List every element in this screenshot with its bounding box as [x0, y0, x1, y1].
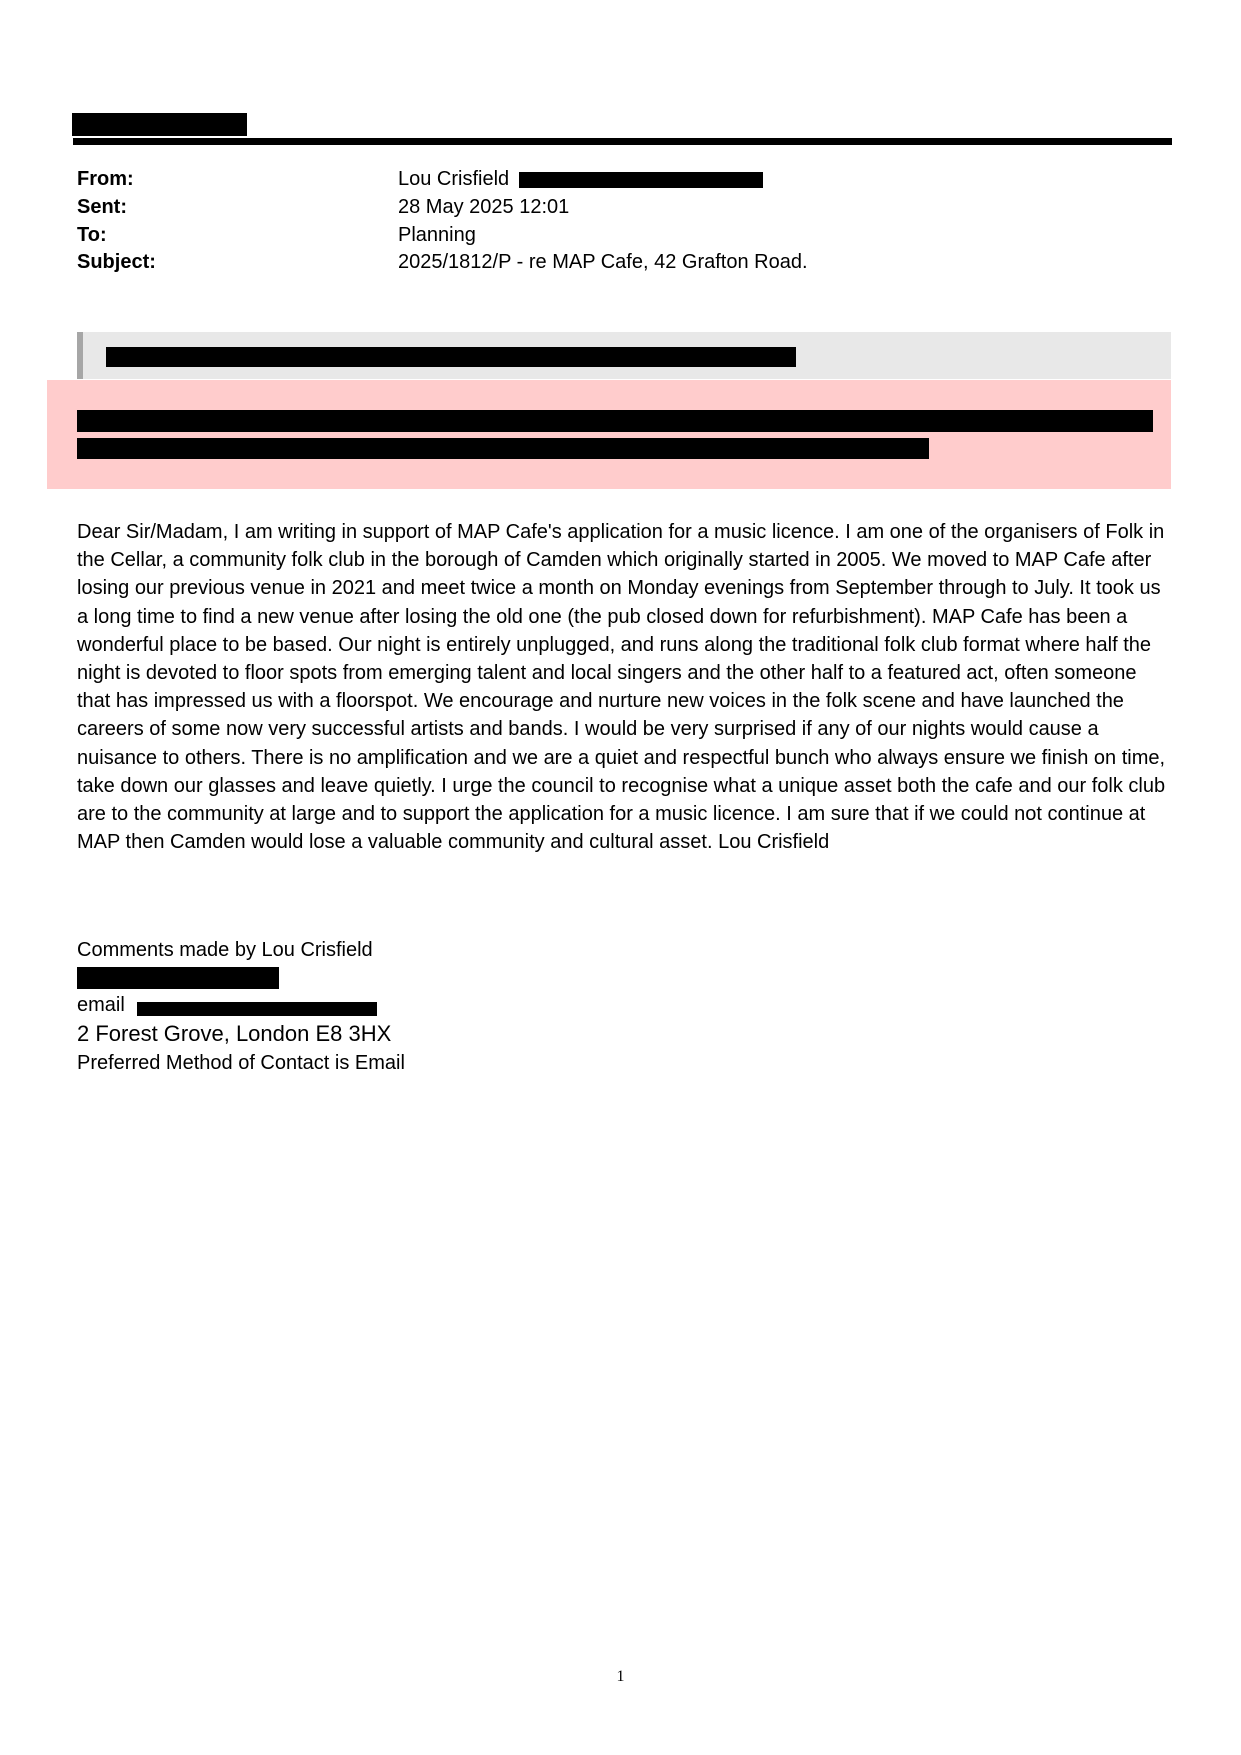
- preferred-contact-line: Preferred Method of Contact is Email: [77, 1052, 405, 1074]
- comments-by-line: Comments made by Lou Crisfield: [77, 939, 373, 961]
- sent-value: 28 May 2025 12:01: [398, 196, 570, 218]
- email-body: Dear Sir/Madam, I am writing in support of MAP Cafe's application for a music licence. I am one of the organisers of Folk in the Cellar, a community folk club in the borough of Camden which originally started in 2005. We moved to MAP Cafe after losing our previous venue in 2021 and meet twice a month on Monday evenings from September through to July. It took us a long time to find a new venue after losing the old one (the pub closed down for refurbishment). MAP Cafe has been a wonderful place to be based. Our night is entirely unplugged, and runs along the traditional folk club format where half the night is devoted to floor spots from emerging talent and local singers and the other half to a featured act, often someone that has impressed us with a floorspot. We encourage and nurture new voices in the folk scene and have launched the careers of some now very successful artists and bands. I would be very surprised if any of our nights would cause a nuisance to others. There is no amplification and we are a quiet and respectful bunch who always ensure we finish on time, take down our glasses and leave quietly. I urge the council to recognise what a unique asset both the cafe and our folk club are to the community at large and to support the application for a music licence. I am sure that if we could not continue at MAP then Camden would lose a valuable community and cultural asset. Lou Crisfield: [77, 521, 1166, 854]
- to-label: To:: [77, 224, 107, 246]
- redacted-banner-text: [106, 347, 796, 367]
- address-line: 2 Forest Grove, London E8 3HX: [77, 1021, 392, 1046]
- subject-label: Subject:: [77, 251, 156, 273]
- redacted-email-address: [137, 1002, 377, 1016]
- from-label: From:: [77, 168, 134, 190]
- redacted-phone: [77, 967, 279, 989]
- redacted-from-email: [519, 172, 763, 188]
- redacted-warning-line-1: [77, 410, 1153, 432]
- subject-value: 2025/1812/P - re MAP Cafe, 42 Grafton Road.: [398, 251, 808, 273]
- header-divider: [73, 138, 1172, 145]
- to-value: Planning: [398, 224, 476, 246]
- from-value: Lou Crisfield: [398, 168, 510, 190]
- page-number: 1: [616, 1668, 625, 1685]
- redacted-sender-name: [72, 113, 247, 136]
- sent-label: Sent:: [77, 196, 127, 218]
- banner-accent-bar: [77, 332, 83, 379]
- email-label: email: [77, 994, 125, 1016]
- redacted-warning-line-2: [77, 438, 929, 459]
- warning-banner: [47, 380, 1171, 489]
